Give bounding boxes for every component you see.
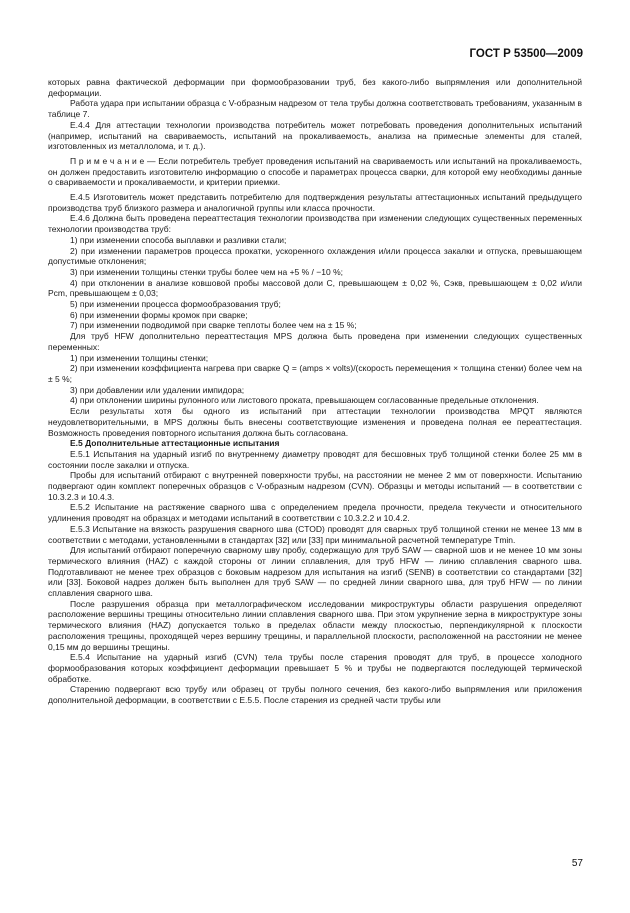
paragraph: Е.4.5 Изготовитель может представить потребителю для подтверждения результаты аттестационных испытаний предыдущего производства труб близкого размера и аналогичной группы или класса прочности.	[48, 192, 582, 213]
paragraph: Пробы для испытаний отбирают с внутренней поверхности трубы, на расстоянии не менее 2 мм от поверхности. Испытанию подвергают один комплект поперечных образцов с V-образным надрезом (CVN). Образцы и методы испытаний — в соответствии с 10.3.2.3 и 10.4.3.	[48, 470, 582, 502]
paragraph: Е.5.1 Испытания на ударный изгиб по внутреннему диаметру проводят для бесшовных труб толщиной стенки более 25 мм в состоянии после закалки и отпуска.	[48, 448, 582, 470]
section-heading: Е.5 Дополнительные аттестационные испытания	[70, 438, 280, 449]
list-item: 1) при изменении толщины стенки;	[70, 352, 209, 363]
paragraph: Е.4.6 Должна быть проведена переаттестация технологии производства при изменении следующих существенных переменных технологии производства труб:	[48, 213, 582, 235]
paragraph: Для труб HFW дополнительно переаттестация MPS должна быть проведена при изменении следующих существенных переменных:	[48, 331, 582, 352]
list-item: 3) при добавлении или удалении импидора;	[70, 384, 245, 395]
paragraph: Е.5.4 Испытание на ударный изгиб (CVN) тела трубы после старения проводят для труб, в процессе холодного формообразования которых коэффициент деформации превышает 5 % и трубы не подвергаются последующей термической обработке.	[48, 652, 582, 684]
paragraph: После разрушения образца при металлографическом исследовании микроструктуры области разрушения определяют расположение вершины трещины относительно линии сплавления сварного шва. При этом укрупнение зерна в микроструктуре зоны термического влияния (HAZ) допускается только в пределах области между плоскостью, перпендикулярной к плоскости расположения трещины, проходящей через вершину трещины, и параллельной плоскости, расположенной на расстоянии не менее 0,15 мм до вершины трещины.	[48, 598, 582, 652]
list-item: 3) при изменении толщины стенки трубы более чем на +5 % / −10 %;	[70, 266, 343, 277]
paragraph: Старению подвергают всю трубу или образец от трубы полного сечения, без какого-либо выпрямления или приложения дополнительной деформации, в соответствии с Е.5.5. После старения из средней части трубы или	[48, 684, 582, 706]
paragraph: Е.5.2 Испытание на растяжение сварного шва с определением предела прочности, предела текучести и относительного удлинения проводят на образцах и методами испытаний в соответствии с 10.3.2.2 и 10.4.2.	[48, 502, 582, 524]
paragraph: Для испытаний отбирают поперечную сварному шву пробу, содержащую для труб SAW — сварной шов и не менее 10 мм зоны термического влияния (HAZ) с каждой стороны от линии сплавления, для труб HFW — линию сплавления сварного шва. Подготавливают не менее трех образцов с боковым надрезом для испытания на изгиб (SENB) в соответствии со стандартами [32] или [33]. Боковой надрез должен быть выполнен для труб SAW — по средней линии сварного шва, для труб HFW — по линии сплавления сварного шва.	[48, 545, 582, 599]
document-body	[48, 77, 582, 706]
standard-header: ГОСТ Р 53500—2009	[469, 48, 583, 60]
list-item: 6) при изменении формы кромок при сварке;	[70, 309, 248, 320]
list-item: 1) при изменении способа выплавки и разливки стали;	[70, 234, 287, 245]
list-item: 2) при изменении коэффициента нагрева при сварке Q = (amps × volts)/(скорость перемещения × толщина стенки) более чем на ± 5 %;	[48, 363, 582, 384]
paragraph: Работа удара при испытании образца с V-образным надрезом от тела трубы должна соответствовать требованиям, указанным в таблице 7.	[48, 98, 582, 120]
list-item: 5) при изменении процесса формообразования труб;	[70, 299, 281, 310]
paragraph: Если результаты хотя бы одного из испытаний при аттестации технологии производства MPQT являются неудовлетворительными, в MPS должны быть внесены соответствующие изменения и проведена полная ее переаттестация. Возможность проведения повторного испытания должна быть согласована.	[48, 406, 582, 438]
list-item: 4) при отклонении ширины рулонного или листового проката, превышающем согласованные предельные отклонения.	[70, 395, 539, 406]
note-paragraph: П р и м е ч а н и е — Если потребитель требует проведения испытаний на свариваемость или испытаний на прокаливаемость, он должен предоставить изготовителю информацию о способе и параметрах процесса сварки, для которой ему необходимы данные о свариваемости и прокаливаемости, и критерии приемки.	[48, 155, 582, 188]
page-number: 57	[571, 858, 583, 869]
paragraph: Е.4.4 Для аттестации технологии производства потребитель может потребовать проведения дополнительных испытаний (например, испытаний на свариваемость, испытаний на прокаливаемость, анализа на примесные элементы для сталей, изготовленных из металлолома, и т. д.).	[48, 119, 582, 152]
list-item: 4) при отклонении в анализе ковшовой пробы массовой доли С, превышающем ± 0,02 %, Сэкв, превышающем ± 0,02 и/или Pcm, превышающем ± 0,03;	[48, 277, 582, 299]
list-item: 7) при изменении подводимой при сварке теплоты более чем на ± 15 %;	[70, 320, 357, 331]
paragraph: которых равна фактической деформации при формообразовании труб, без какого-либо выпрямления или дополнительной деформации.	[48, 77, 582, 98]
paragraph: Е.5.3 Испытание на вязкость разрушения сварного шва (CTOD) проводят для сварных труб толщиной стенки не менее 13 мм в соответствии с методами, установленными в стандартах [32] или [33] при минимальной расчетной температуре Tmin.	[48, 523, 582, 545]
list-item: 2) при изменении параметров процесса прокатки, ускоренного охлаждения и/или процесса закалки и отпуска, превышающем допустимые отклонения;	[48, 245, 582, 267]
